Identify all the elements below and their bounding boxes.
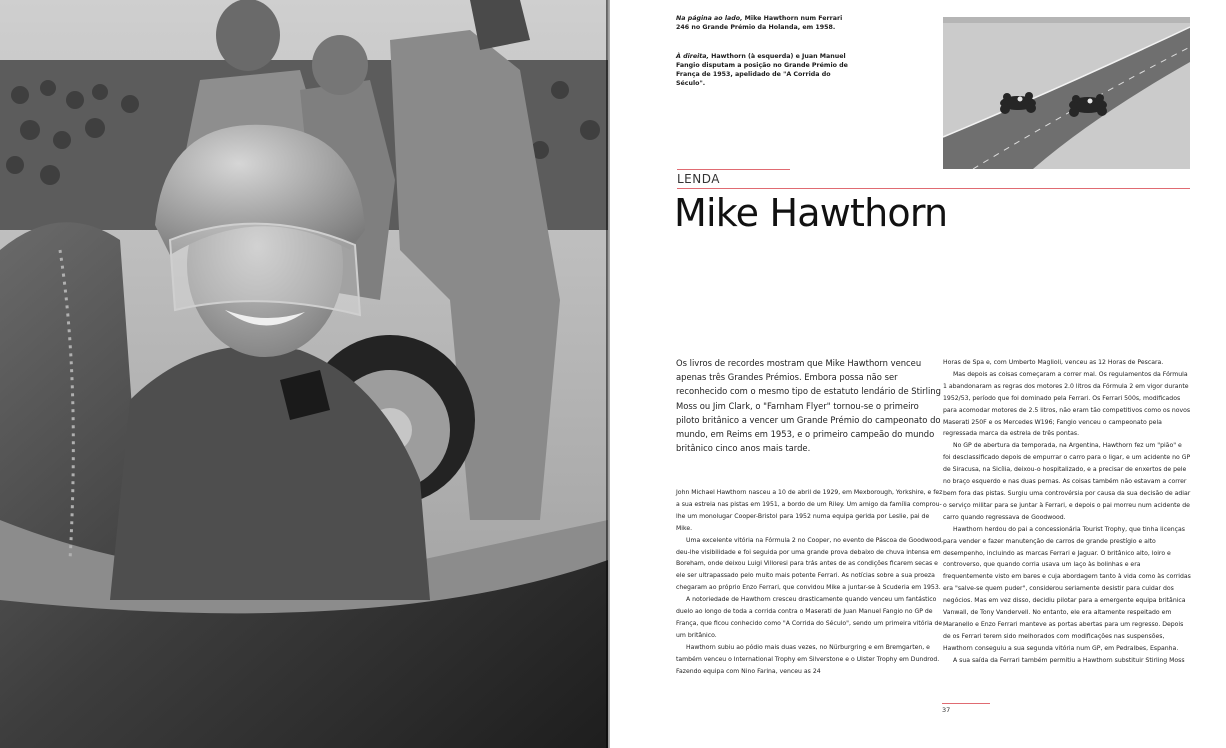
body-paragraph: John Michael Hawthorn nasceu a 10 de abril de 1929, em Mexborough, Yorkshire, e fez a sua estreia nas pistas em 1951, a bordo de um Riley. Um amigo da família comprou-lhe um monolugar Cooper-Bristol para 1952 numa equipa gerida por Leslie, pai de Mike.	[676, 489, 943, 532]
right-page	[610, 0, 1226, 748]
section-rule-long	[677, 188, 1190, 189]
race-track-photo	[943, 17, 1190, 169]
caption-right-photo-text: Hawthorn (à esquerda) e Juan Manuel Fangio disputam a posição no Grande Prémio de França de 1953, apelidado de "A Corrida do Século".	[676, 53, 848, 87]
article-headline: Mike Hawthorn	[674, 191, 948, 235]
page-number: 37	[942, 706, 951, 714]
body-paragraph: Horas de Spa e, com Umberto Maglioli, venceu as 12 Horas de Pescara.	[943, 359, 1164, 366]
intro-paragraph	[676, 356, 944, 455]
body-paragraph: No GP de abertura da temporada, na Argentina, Hawthorn fez um "pião" e foi desclassificado depois de empurrar o carro para o ligar, e um acidente no GP de Siracusa, na Sicília, deixou-o hospitalizado, e a precisar de enxertos de pele no braço esquerdo e nas duas pernas. As coisas também não estavam a correr bem fora das pistas. Surgiu uma controvérsia por causa da sua decisão de adiar o serviço militar para se juntar à Ferrari, e depois o pai morreu num acidente de carro quando regressava de Goodwood.	[943, 442, 1191, 521]
section-rule-short	[677, 169, 790, 170]
body-column-right	[943, 357, 1191, 667]
section-label: LENDA	[677, 172, 720, 186]
body-paragraph: Hawthorn subiu ao pódio mais duas vezes, no Nürburgring e em Bremgarten, e também venceu o International Trophy em Silverstone e o Ulster Trophy em Dundrod. Fazendo equipa com Nino Farina, venceu as 24	[676, 643, 940, 675]
body-paragraph: A notoriedade de Hawthorn cresceu drasticamente quando venceu um fantástico duelo ao longo de toda a corrida contra o Maserati de Juan Manuel Fangio no GP de França, que ficou conhecido como "A Corrida do Século", sendo um primeira vitória de um britânico.	[676, 596, 943, 639]
race-track-illustration	[943, 17, 1190, 169]
caption-left-photo	[676, 14, 856, 32]
caption-right-photo	[676, 52, 856, 88]
caption-left-photo-lead: Na página ao lado,	[676, 15, 743, 22]
hawthorn-cockpit-photo	[0, 0, 608, 748]
caption-right-photo-lead: À direita,	[676, 53, 709, 60]
photo-illustration	[0, 0, 608, 748]
body-paragraph: Mas depois as coisas começaram a correr mal. Os regulamentos da Fórmula 1 abandonaram as regras dos motores 2.0 litros da Fórmula 2 em vigor durante 1952/53, período que foi dominado pela Ferrari. Os Ferrari 500s, modificados para acomodar motores de 2.5 litros, não eram tão competitivos como os novos Maserati 250F e os Mercedes W196; Fangio venceu o campeonato pela regressada marca da estrela de três pontas.	[943, 370, 1191, 438]
intro-text: Os livros de recordes mostram que Mike Hawthorn venceu apenas três Grandes Prémios. Embora possa não ser reconhecido com o mesmo tipo de estatuto lendário de Stirling Moss ou Jim Clark, o "Farnham Flyer" tornou-se o primeiro piloto britânico a vencer um Grande Prémio do campeonato do mundo, em Reims em 1953, e o primeiro campeão do mundo britânico cinco anos mais tarde.	[676, 358, 941, 454]
body-column-left	[676, 487, 944, 678]
body-paragraph: Uma excelente vitória na Fórmula 2 no Cooper, no evento de Páscoa de Goodwood, deu-lhe visibilidade e foi seguida por uma grande prova debaixo de chuva intensa em Boreham, onde deixou Luigi Villoresi para trás antes de as condições ficarem secas e ele ser ultrapassado pelo muito mais potente Ferrari. As notícias sobre a sua proeza chegaram ao próprio Enzo Ferrari, que convidou Mike a juntar-se à Scuderia em 1953.	[676, 536, 944, 592]
body-paragraph: A sua saída da Ferrari também permitiu a Hawthorn substituir Stirling Moss	[953, 656, 1185, 664]
folio-rule	[942, 703, 990, 704]
caption-left-photo-text: Mike Hawthorn num Ferrari 246 no Grande Prémio da Holanda, em 1958.	[676, 15, 843, 31]
body-paragraph: Hawthorn herdou do pai a concessionária Tourist Trophy, que tinha licenças para vender e fazer manutenção de carros de grande prestígio e alto desempenho, incluindo as marcas Ferrari e Jaguar. O britânico alto, loiro e controverso, que quando corria usava um laço às bolinhas e era frequentemente visto em bares e cuja abordagem tanto à vida como às corridas era "salve-se quem puder", considerou seriamente desistir para cuidar dos negócios. Mas em vez disso, decidiu pilotar para a emergente equipa britânica Vanwall, de Tony Vandervell. No entanto, ele era altamente respeitado em Maranello e Enzo Ferrari manteve as portas abertas para um regresso. Depois de os Ferrari terem sido melhorados com modificações nas suspensões, Hawthorn conseguiu a sua segunda vitória num GP, em Pedralbes, Espanha.	[943, 525, 1191, 652]
